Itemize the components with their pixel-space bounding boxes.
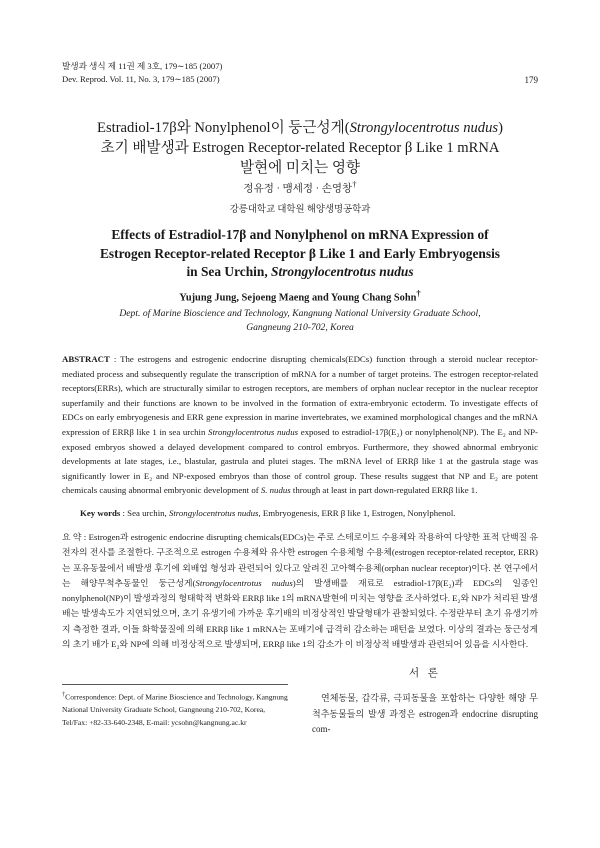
journal-citation-korean: 발생과 생식 제 11권 제 3호, 179∼185 (2007) bbox=[62, 61, 223, 71]
english-affiliation: Dept. of Marine Bioscience and Technology, Kangnung National University Graduate School, Gangneung 210-702, Korea bbox=[119, 308, 481, 333]
correspondence-mark: † bbox=[352, 179, 357, 189]
keywords-label: Key words bbox=[80, 508, 121, 518]
english-title-line-2: Estrogen Receptor-related Receptor β Like 1 and Early Embryogensis bbox=[99, 245, 501, 261]
species-name: Strongylocentrotus nudus bbox=[349, 120, 499, 136]
introduction-text: 연체동물, 갑각류, 극피동물을 포함하는 다양한 해양 무척추동물들의 발생 과정은 estrogen과 endocrine disrupting com- bbox=[312, 693, 538, 734]
species-name: Strongylocentrotus nudus bbox=[271, 264, 414, 279]
english-authors: Yujung Jung, Sejoeng Maeng and Young Chang Sohn† bbox=[179, 288, 421, 304]
keywords: Key words : Sea urchin, Strongylocentrotus nudus, Embryogenesis, ERR β like 1, Estrogen, Nonylphenol. bbox=[80, 508, 456, 518]
english-title-line-1: Effects of Estradiol-17β and Nonylphenol on mRNA Expression of bbox=[111, 227, 489, 242]
korean-affiliation: 강릉대학교 대학원 해양생명공학과 bbox=[229, 205, 371, 215]
page-number: 179 bbox=[524, 75, 538, 85]
korean-title-line-2: 초기 배발생과 Estrogen Receptor-related Receptor β Like 1 mRNA bbox=[100, 140, 500, 156]
english-title bbox=[70, 226, 530, 282]
korean-authors: 정유정 · 맹세정 · 손영창† bbox=[243, 179, 357, 195]
journal-citation-english: Dev. Reprod. Vol. 11, No. 3, 179∼185 (2007) bbox=[62, 74, 220, 84]
korean-title bbox=[70, 118, 530, 178]
correspondence-footnote: †Correspondence: Dept. of Marine Bioscience and Technology, Kangnung National University Graduate School, Gangneung 210-702, Korea, Tel/Fax: +82-33-640-2348, E-mail: ycsohn@kangnung.ac.kr bbox=[62, 691, 288, 727]
footnote-divider bbox=[62, 684, 288, 685]
english-abstract: ABSTRACT : The estrogens and estrogenic endocrine disrupting chemicals(EDCs) function through a steroid nuclear receptor-mediated process and subsequently regulate the transcription of mRNA for a number of target proteins. The estrogen receptor-related receptors(ERRs), which are structurally similar to estrogen receptors, are members of orphan nuclear receptor in the nuclear receptor superfamily and their functions are known to be involved in the formation of extra-embryonic ectoderm. To investigate effects of EDCs on early embryogenesis and ERR gene expression in marine invertebrates, we examined morphological changes and the mRNA expression of ERRβ like 1 in sea urchin Strongylocentrotus nudus exposed to estradiol-17β(E₂) or nonylphenol(NP). The E₂ and NP-exposed embryos showed a delayed development compared to control embryos. Furthermore, they showed abnormal embryonic developments at late stages, i.e., blastular, gastrula and plutei stages. The mRNA level of ERRβ like 1 at the gastrula stage was significantly lower in E₂ and NP-exposed embryos than those of control group. These results suggest that NP and E₂ are potent chemicals causing abnormal embryonic development of S. nudus through at least in part down-regulated ERRβ like 1. bbox=[62, 354, 538, 496]
journal-header bbox=[62, 60, 538, 86]
section-title-introduction: 서 론 bbox=[409, 668, 441, 679]
korean-title-line-3: 발현에 미치는 영향 bbox=[239, 160, 361, 176]
korean-title-line-1: Estradiol-17β와 Nonylphenol이 둥근성게(Strongylocentrotus nudus) bbox=[97, 120, 503, 136]
abstract-label: ABSTRACT bbox=[62, 354, 110, 364]
english-title-line-3: in Sea Urchin, Strongylocentrotus nudus bbox=[186, 264, 414, 279]
korean-abstract: 요 약 : Estrogen과 estrogenic endocrine disrupting chemicals(EDCs)는 주로 스테로이드 수용체와 작용하여 다양한 표적 단백질 유전자의 전사를 조절한다. 구조적으로 estrogen 수용체와 유사한 estrogen 수용체형 수용체(estrogen receptor-related receptor, ERR)는 포유동물에서 배발생 후기에 외배엽 형성과 관련되어 있다고 알려진 고아핵수용체(orphan nuclear receptor)이다. 본 연구에서는 해양무척추동물인 둥근성게(Strongylocentrotus nudus)의 발생배를 재료로 estradiol-17β(E₂)과 EDCs의 일종인 nonylphenol(NP)이 발생과정의 형태학적 변화와 ERRβ like 1의 mRNA발현에 미치는 영향을 조사하였다. E₂와 NP가 처리된 발생배는 발생속도가 지연되었으며, 초기 유생기에 가까운 후기배의 비정상적인 발달형태가 관찰되었다. 수정란부터 초기 유생기까지 측정한 결과, 이들 화학물질에 의해 ERRβ like 1 mRNA는 포배기에 급격히 감소하는 패턴을 보였다. 이상의 결과는 둥근성게의 초기 배가 E₂와 NP에 의해 비정상적으로 발생되며, ERRβ like 1의 감소가 이 비정상적 배발생과 관련되어 있음을 시사한다. bbox=[62, 532, 538, 650]
correspondence-mark: † bbox=[416, 288, 421, 298]
